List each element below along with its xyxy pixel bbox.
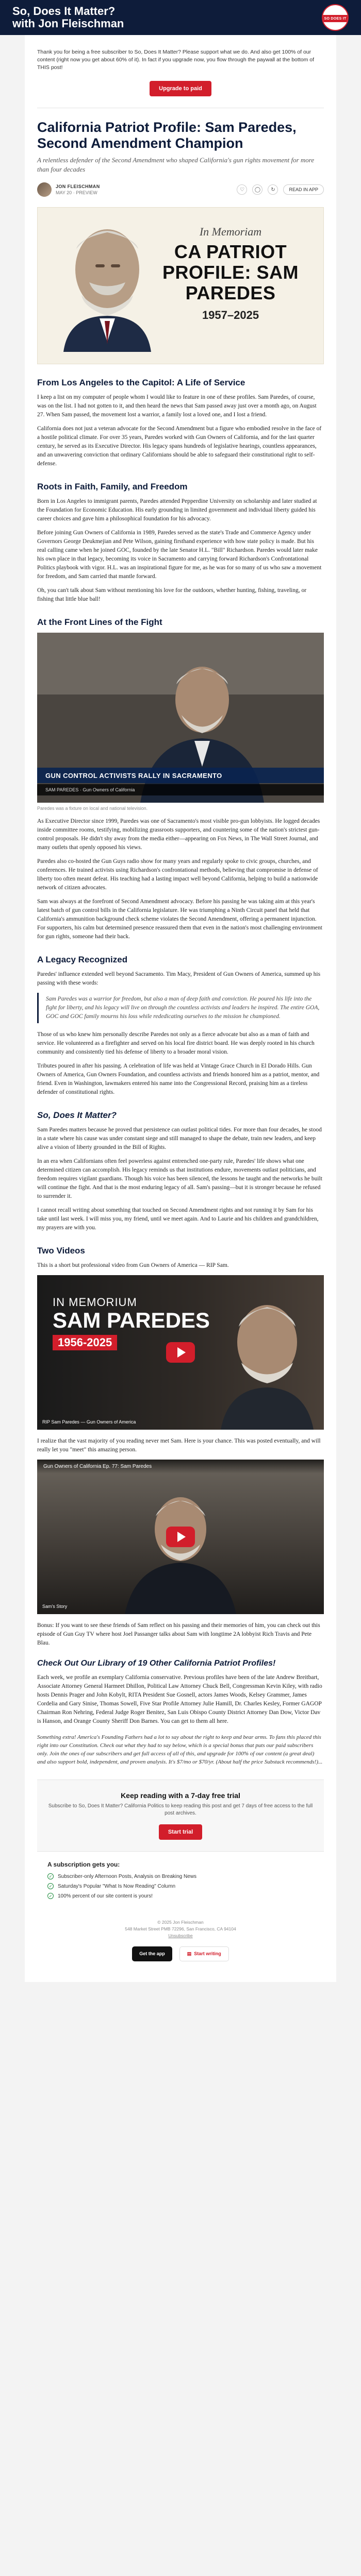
videos-intro: This is a short but professional video from Gun Owners of America — RIP Sam. xyxy=(37,1262,229,1268)
trial-heading: Keep reading with a 7-day free trial xyxy=(121,1791,240,1800)
benefit-text: Saturday's Popular "What Is Now Reading" Column xyxy=(58,1883,176,1889)
footer-copyright: © 2025 Jon Fleischman xyxy=(157,1920,204,1925)
unsubscribe-link[interactable]: Unsubscribe xyxy=(168,1933,193,1938)
benefit-item xyxy=(47,1873,314,1879)
check-icon: ✓ xyxy=(47,1893,54,1899)
preview-label: PREVIEW xyxy=(76,190,97,195)
hero-years: 1957–2025 xyxy=(202,309,259,321)
video-title: Gun Owners of California Ep. 77: Sam Paredes xyxy=(37,1460,324,1473)
tv-interview-photo[interactable] xyxy=(37,633,324,803)
library-heading[interactable]: Check Out Our Library of 19 Other California Patriot Profiles! xyxy=(37,1659,276,1668)
section-heading: At the Front Lines of the Fight xyxy=(37,617,162,627)
paragraph: Those of us who knew him personally describe Paredes not only as a fierce advocate but also as a man of faith and service. He volunteered as a firefighter and served on his local fire district board. He was deeply rooted in his church community and consistently tied his defense of liberty to a broader moral vision. xyxy=(37,1031,315,1055)
trial-text: Subscribe to So, Does It Matter? California Politics to keep reading this post and get 7 days of free access to the full post archives. xyxy=(48,1803,313,1816)
video-line-3: 1956-2025 xyxy=(53,1335,117,1350)
title-line-2: with Jon Fleischman xyxy=(12,17,124,30)
paragraph: Born in Los Angeles to immigrant parents, Paredes attended Pepperdine University on scholarship and later studied at the Foundation for Economic Education. His early grounding in limited government and individual liberty guided his career choices and gave him a philosophical foundation for his advocacy. xyxy=(37,498,317,522)
hero-memorial-image[interactable] xyxy=(37,207,324,364)
pull-quote: Sam Paredes was a warrior for freedom, but also a man of deep faith and conviction. He poured his life into the fight for liberty, and his legacy will live on through the countless activists and leaders he inspired. The entire GOA, GOC and GOC family mourns his loss while rededicating ourselves to the mission he championed. xyxy=(37,993,324,1023)
section-heading: A Legacy Recognized xyxy=(37,955,128,964)
paragraph: Oh, you can't talk about Sam without mentioning his love for the outdoors, whether hunting, fishing, traveling, or fishing that little blue ball! xyxy=(37,587,307,602)
paragraph: In an era when Californians often feel powerless against entrenched one-party rule, Paredes' life shows what one determined citizen can accomplish. His legacy reminds us that institutions endure, movements outlast politicians, and freedom requires vigilant guardians. Though his voice has been silenced, the lessons he taught and the networks he built will continue the fight. And that is the most enduring legacy of all. Sam's passing—but it is stronger because he refused to surrender it. xyxy=(37,1158,322,1199)
substack-icon: ▤ xyxy=(187,1951,192,1956)
paragraph: Paredes' influence extended well beyond Sacramento. Tim Macy, President of Gun Owners of America, summed up his passing with these words: xyxy=(37,971,321,986)
news-lower-subline: SAM PAREDES · Gun Owners of California xyxy=(37,784,324,795)
footer xyxy=(37,1908,324,1967)
library-text: Each week, we profile an exemplary California conservative. Previous profiles have been of the late Andrew Breitbart, Associate Attorney General Harmeet Dhillon, Political Law Attorney Chuck Bell, Congressman Kevin Kiley, with radio hosts Dennis Prager and John Kobylt, RITA President Sue Gosnell, actors James Woods, Kelsey Grammer, James Cordelia and Gary Sinise, Thomas Sowell, Five Star Profile Attorney Julie Hamill, Dr. Charles Kesley, Former GAGOP Chairman Ron Nehring, Federal Judge Roger Benitez, San Luis Obispo County District Attorney Dan Dow, Victor Dav is Hanson, and Orange County Sheriff Don Barnes. You can get to them all here. xyxy=(37,1674,322,1724)
check-icon: ✓ xyxy=(47,1873,54,1879)
hero-name: CA PATRIOT PROFILE: SAM PAREDES xyxy=(162,241,299,303)
video-label: Sam's Story xyxy=(42,1604,68,1609)
portrait-illustration xyxy=(53,218,161,352)
photo-caption: Paredes was a fixture on local and national television. xyxy=(37,806,148,811)
author-name[interactable]: JON FLEISCHMAN xyxy=(56,184,100,189)
footer-address: 548 Market Street PMB 72296, San Francisco, CA 94104 xyxy=(125,1926,236,1931)
benefit-text: Subscriber-only Afternoon Posts, Analysis on Breaking News xyxy=(58,1873,197,1879)
paragraph: California does not just a veteran advocate for the Second Amendment but a figure who embodied resolve in the face of a hostile political climate. For over 35 years, Paredes worked with Gun Owners of California, and for the last quarter century, he served as its Executive Director. His legacy spans hundreds of legislative hearings, countless appearances, and an unwavering conviction that ordinary Californians should be able to safeguard their constitutional right to self-defense. xyxy=(37,426,322,467)
benefit-item xyxy=(47,1893,314,1899)
logo-band: SO DOES IT xyxy=(323,15,348,22)
hero-text xyxy=(153,225,308,322)
post-date: MAY 20 xyxy=(56,190,72,195)
memorial-video-embed[interactable] xyxy=(37,1275,324,1430)
paragraph: As Executive Director since 1999, Paredes was one of Sacramento's most visible pro-gun lobbyists. He logged decades inside committee rooms, testifying, mobilizing grassroots supporters, and countering some of the nation's strictest gun-control proposals. He didn't shy away from the media either—appearing on Fox News, in The Wall Street Journal, and many outlets that openly opposed his views. xyxy=(37,818,320,851)
videos-heading: Two Videos xyxy=(37,1246,85,1256)
article-page xyxy=(25,35,336,1982)
section-heading: From Los Angeles to the Capitol: A Life of Service xyxy=(37,378,245,387)
benefit-item xyxy=(47,1883,314,1889)
benefit-text: 100% percent of our site content is yours! xyxy=(58,1893,153,1899)
paragraph: Before joining Gun Owners of California in 1989, Paredes served as the state's Trade and Commerce Agency under Governors George Deukmejian and Pete Wilson, gaining firsthand experience with how state policy is made. But his real calling came when he joined GOC, founded by the late Senator H.L. "Bill" Richardson. Paredes would later make his own place in that legacy, becoming its voice in Sacramento and carrying forward Richardson's Confrontational Politics playbook with vigor. H.L. was an inspirational figure for me, as he was for so many of us who saw a movement for freedom, and Sam carried that mantle forward. xyxy=(37,530,322,580)
benefits-heading: A subscription gets you: xyxy=(47,1861,120,1868)
start-writing-label: Start writing xyxy=(194,1951,221,1956)
article-title[interactable]: California Patriot Profile: Sam Paredes, Second Amendment Champion xyxy=(37,120,297,151)
paragraph: Sam Paredes matters because he proved that persistence can outlast political tides. For more than four decades, he stood in a state where his cause was under constant siege and still managed to shape the debate, train new leaders, and keep alive a vision of liberty grounded in the Bill of Rights. xyxy=(37,1127,322,1150)
hero-in-memoriam: In Memoriam xyxy=(199,225,262,238)
publication-title[interactable] xyxy=(12,5,124,30)
start-trial-button[interactable]: Start trial xyxy=(159,1824,202,1840)
read-in-app-button[interactable]: READ IN APP xyxy=(283,184,324,195)
video-line-2: SAM PAREDES xyxy=(53,1308,210,1332)
title-line-1: So, Does It Matter? xyxy=(12,5,116,18)
article-subtitle: A relentless defender of the Second Amendment who shaped California's gun rights movement for more than four decades xyxy=(37,156,315,173)
news-lower-third: GUN CONTROL ACTIVISTS RALLY IN SACRAMENTO xyxy=(37,768,324,783)
video-label: RIP Sam Paredes — Gun Owners of America xyxy=(42,1419,136,1425)
interview-video-embed[interactable] xyxy=(37,1460,324,1614)
paragraph: Paredes also co-hosted the Gun Guys radio show for many years and regularly spoke to civic groups, churches, and conferences. He trained activists using Richardson's confrontational methods, believing that compromise in defense of liberty too often meant defeat. His teaching had a lasting impact well beyond California, helping to build a nationwide network of citizen advocates. xyxy=(37,858,318,891)
subscription-benefits xyxy=(37,1852,324,1908)
paywall-note: Something extra! America's Founding Fathers had a lot to say about the right to keep and bear arms. To fans this placed this right into our Constitution. Check out what they had to say below, which is a special bonus that puts our paid subscribers only. Join the ones of our subscribers and get full access of all of this, and upgrade for 100% of our content (a great deal) and also support bold, independent, and proven analysis. It's $7/mo or $70/yr. (About half the price Substack recommends!)... xyxy=(37,1734,323,1765)
section-heading: Roots in Faith, Family, and Freedom xyxy=(37,482,188,492)
section-heading: So, Does It Matter? xyxy=(37,1110,117,1120)
videos-between-text: I realize that the vast majority of you reading never met Sam. Here is your chance. This was posted eventually, and will really let you "meet" this amazing person. xyxy=(37,1438,321,1453)
get-app-button[interactable] xyxy=(132,1946,172,1961)
check-icon: ✓ xyxy=(47,1883,54,1889)
masthead xyxy=(0,0,361,35)
videos-bonus-text: Bonus: If you want to see these friends of Sam reflect on his passing and their memories of him, you can check out this episode of Gun Guy TV where host Joel Passanger talks about Sam with longtime 2A lobbyist Rich Travis and Pete Blau. xyxy=(37,1622,320,1646)
paragraph: Tributes poured in after his passing. A celebration of life was held at Vintage Grace Church in El Dorado Hills. Gun Owners of America, Gun Owners Foundation, and countless activists and friends honored him as a patriot, mentor, and friend. Even in Washington, lawmakers entered his name into the Congressional Record, praising him as a tireless defender of constitutional rights. xyxy=(37,1063,320,1095)
video-play-button[interactable] xyxy=(166,1527,195,1547)
paragraph: I keep a list on my computer of people whom I would like to feature in one of these profiles. Sam Paredes, of course, was on the list. I had not gotten to it, and then heard the news that Sam passed away just over a month ago, on August 27. When Sam passed, the movement lost a warrior, a family lost a loved one, and I lost a friend. xyxy=(37,394,317,418)
paragraph: I cannot recall writing about something that touched on Second Amendment rights and not running it by Sam for his take until last week. I will miss you, my friend, until we meet again. And to Laurie and his children and grandchildren, my prayers are with you. xyxy=(37,1207,319,1231)
byline: JON FLEISCHMAN MAY 20 · PREVIEW ♡ ◯ ↻ READ IN APP xyxy=(37,182,324,197)
paragraph: Sam was always at the forefront of Second Amendment advocacy. Before his passing he was taking aim at this year's latest batch of gun control bills in the California legislature. He was triumphing a Ninth Circuit panel that held that California's ammunition background check scheme violates the Second Amendment, offering a permanent injunction. For supporters, his calm but determined presence reassured them that even in the nation's most challenging environment for gun rights, someone had their back. xyxy=(37,899,322,940)
video-line-1: IN MEMORIUM xyxy=(53,1296,137,1309)
comment-icon[interactable]: ◯ xyxy=(252,184,262,195)
trial-box xyxy=(37,1780,324,1852)
like-icon[interactable]: ♡ xyxy=(237,184,247,195)
start-writing-button[interactable] xyxy=(179,1946,229,1961)
video-play-button[interactable] xyxy=(166,1342,195,1363)
publication-logo[interactable] xyxy=(322,4,349,31)
author-avatar[interactable] xyxy=(37,182,52,197)
get-app-label: Get the app xyxy=(139,1951,165,1956)
free-subscriber-note: Thank you for being a free subscriber to So, Does It Matter? Please support what we do. And also get 100% of our content (right now you get about 60% of it). In fact if you upgrade now, you flow through the paywall at the bottom of THIS post! xyxy=(37,49,314,71)
video-portrait xyxy=(210,1275,314,1430)
restack-icon[interactable]: ↻ xyxy=(268,184,278,195)
upgrade-button[interactable]: Upgrade to paid xyxy=(150,81,211,96)
